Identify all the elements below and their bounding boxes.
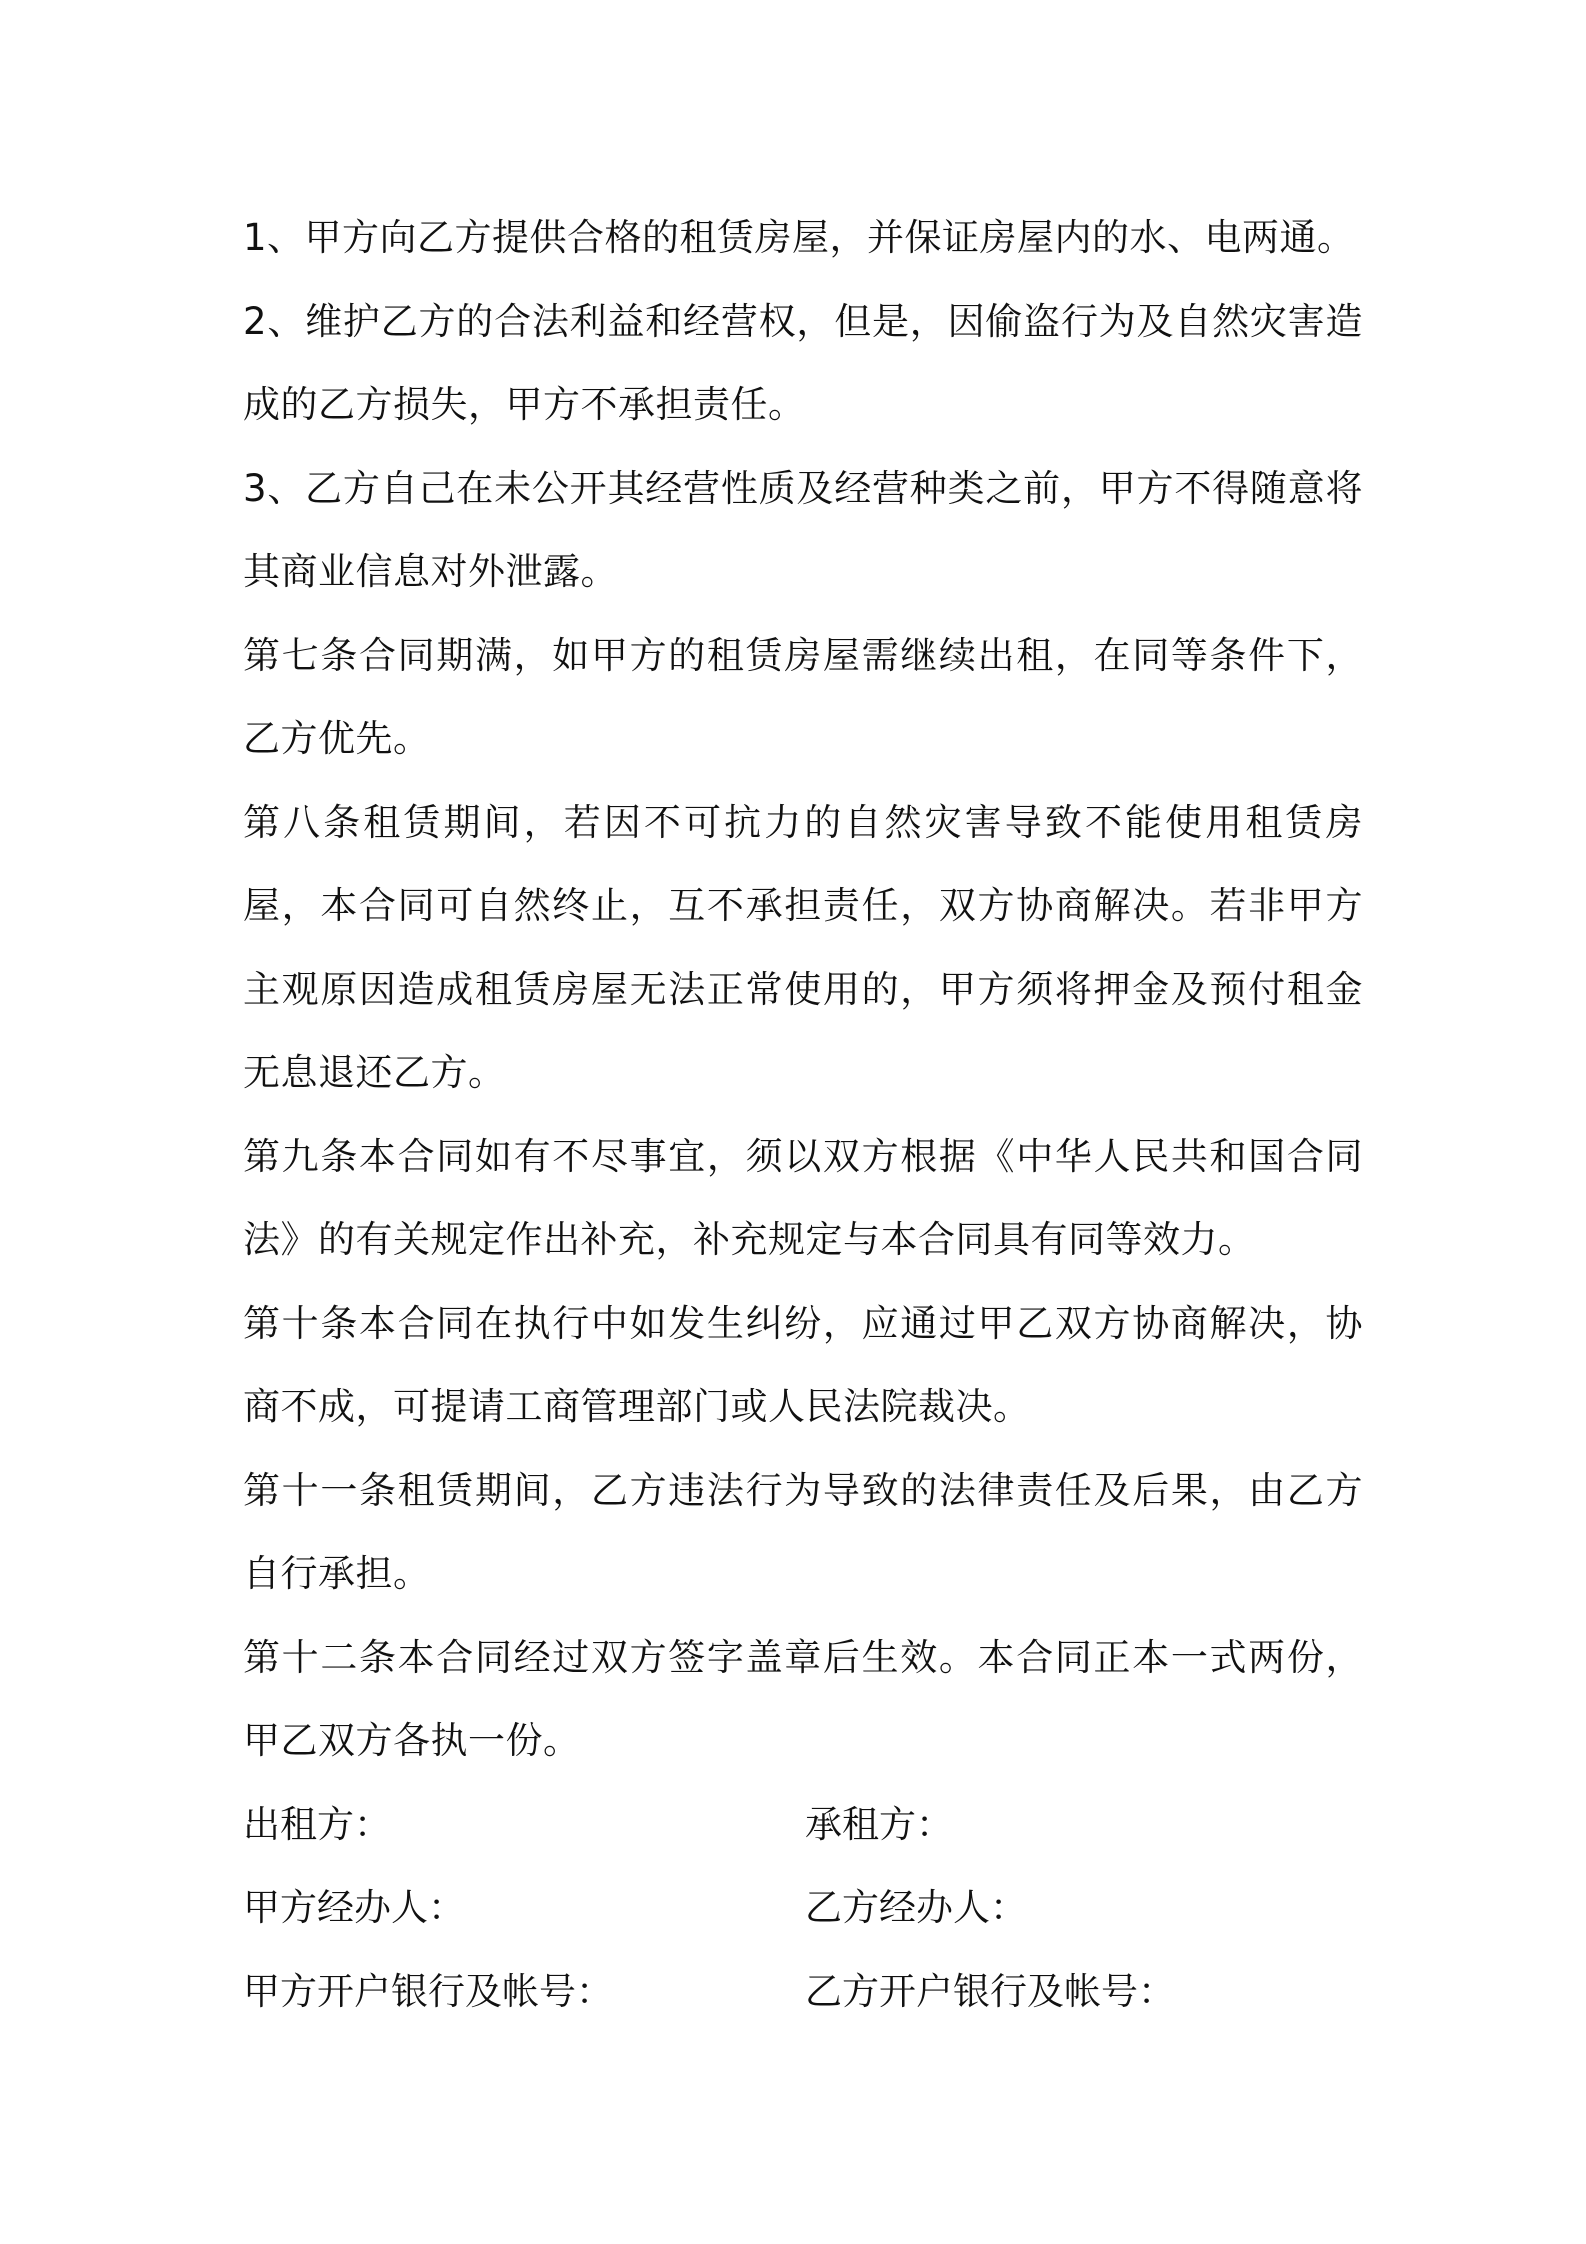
article-8: 第八条租赁期间，若因不可抗力的自然灾害导致不能使用租赁房屋，本合同可自然终止，互不承担责任，双方协商解决。若非甲方主观原因造成租赁房屋无法正常使用的，甲方须将押金及预付租金无息退还乙方。 bbox=[243, 800, 1363, 1094]
signature-row-banks bbox=[243, 1950, 1363, 2034]
lessee-label: 承租方： bbox=[805, 1802, 953, 1846]
clause-3: 3、乙方自己在未公开其经营性质及经营种类之前，甲方不得随意将其商业信息对外泄露。 bbox=[243, 466, 1363, 593]
lessor-label: 出租方： bbox=[243, 1802, 391, 1846]
signature-row-parties bbox=[243, 1783, 1363, 1867]
party-a-bank-label: 甲方开户银行及帐号： bbox=[243, 1969, 613, 2013]
contract-body bbox=[243, 196, 1363, 2033]
party-b-bank-label: 乙方开户银行及帐号： bbox=[805, 1969, 1175, 2013]
article-12: 第十二条本合同经过双方签字盖章后生效。本合同正本一式两份，甲乙双方各执一份。 bbox=[243, 1635, 1363, 1762]
article-9: 第九条本合同如有不尽事宜，须以双方根据《中华人民共和国合同法》的有关规定作出补充，补充规定与本合同具有同等效力。 bbox=[243, 1134, 1363, 1261]
article-10: 第十条本合同在执行中如发生纠纷，应通过甲乙双方协商解决，协商不成，可提请工商管理部门或人民法院裁决。 bbox=[243, 1301, 1363, 1428]
clause-2: 2、维护乙方的合法利益和经营权，但是，因偷盗行为及自然灾害造成的乙方损失，甲方不承担责任。 bbox=[243, 299, 1363, 426]
article-7: 第七条合同期满，如甲方的租赁房屋需继续出租，在同等条件下，乙方优先。 bbox=[243, 633, 1363, 760]
party-a-agent-label: 甲方经办人： bbox=[243, 1886, 465, 1929]
clause-1: 1、甲方向乙方提供合格的租赁房屋，并保证房屋内的水、电两通。 bbox=[243, 216, 1355, 259]
signature-row-agents bbox=[243, 1866, 1363, 1950]
article-11: 第十一条租赁期间，乙方违法行为导致的法律责任及后果，由乙方自行承担。 bbox=[243, 1468, 1363, 1595]
party-b-agent-label: 乙方经办人： bbox=[805, 1886, 1027, 1929]
